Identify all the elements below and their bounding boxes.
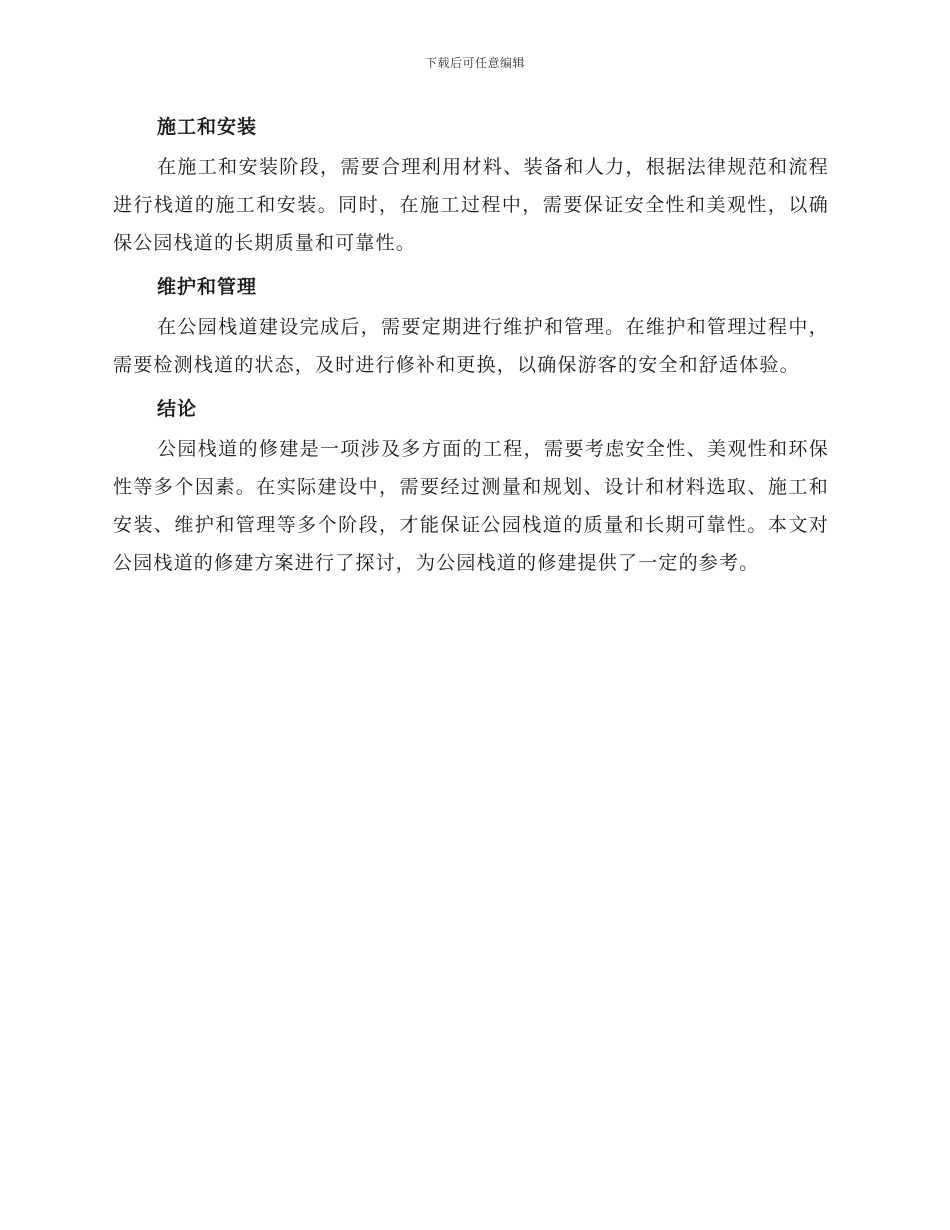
section-paragraph: 在公园栈道建设完成后，需要定期进行维护和管理。在维护和管理过程中，需要检测栈道的状态，及时进行修补和更换，以确保游客的安全和舒适体验。 (113, 316, 829, 376)
section-maintenance-management (113, 272, 829, 384)
section-paragraph: 公园栈道的修建是一项涉及多方面的工程，需要考虑安全性、美观性和环保性等多个因素。在实际建设中，需要经过测量和规划、设计和材料选取、施工和安装、维护和管理等多个阶段，才能保证公园栈道的质量和长期可靠性。本文对公园栈道的修建方案进行了探讨，为公园栈道的修建提供了一定的参考。 (113, 438, 829, 574)
section-conclusion (113, 394, 829, 582)
section-construction-installation (113, 112, 829, 262)
document-body (113, 112, 829, 592)
section-heading: 维护和管理 (157, 276, 258, 298)
page-header: 下载后可任意编辑 (424, 56, 525, 70)
section-heading: 施工和安装 (157, 116, 258, 138)
section-heading: 结论 (157, 398, 198, 420)
section-paragraph: 在施工和安装阶段，需要合理利用材料、装备和人力，根据法律规范和流程进行栈道的施工和安装。同时，在施工过程中，需要保证安全性和美观性，以确保公园栈道的长期质量和可靠性。 (113, 156, 829, 254)
